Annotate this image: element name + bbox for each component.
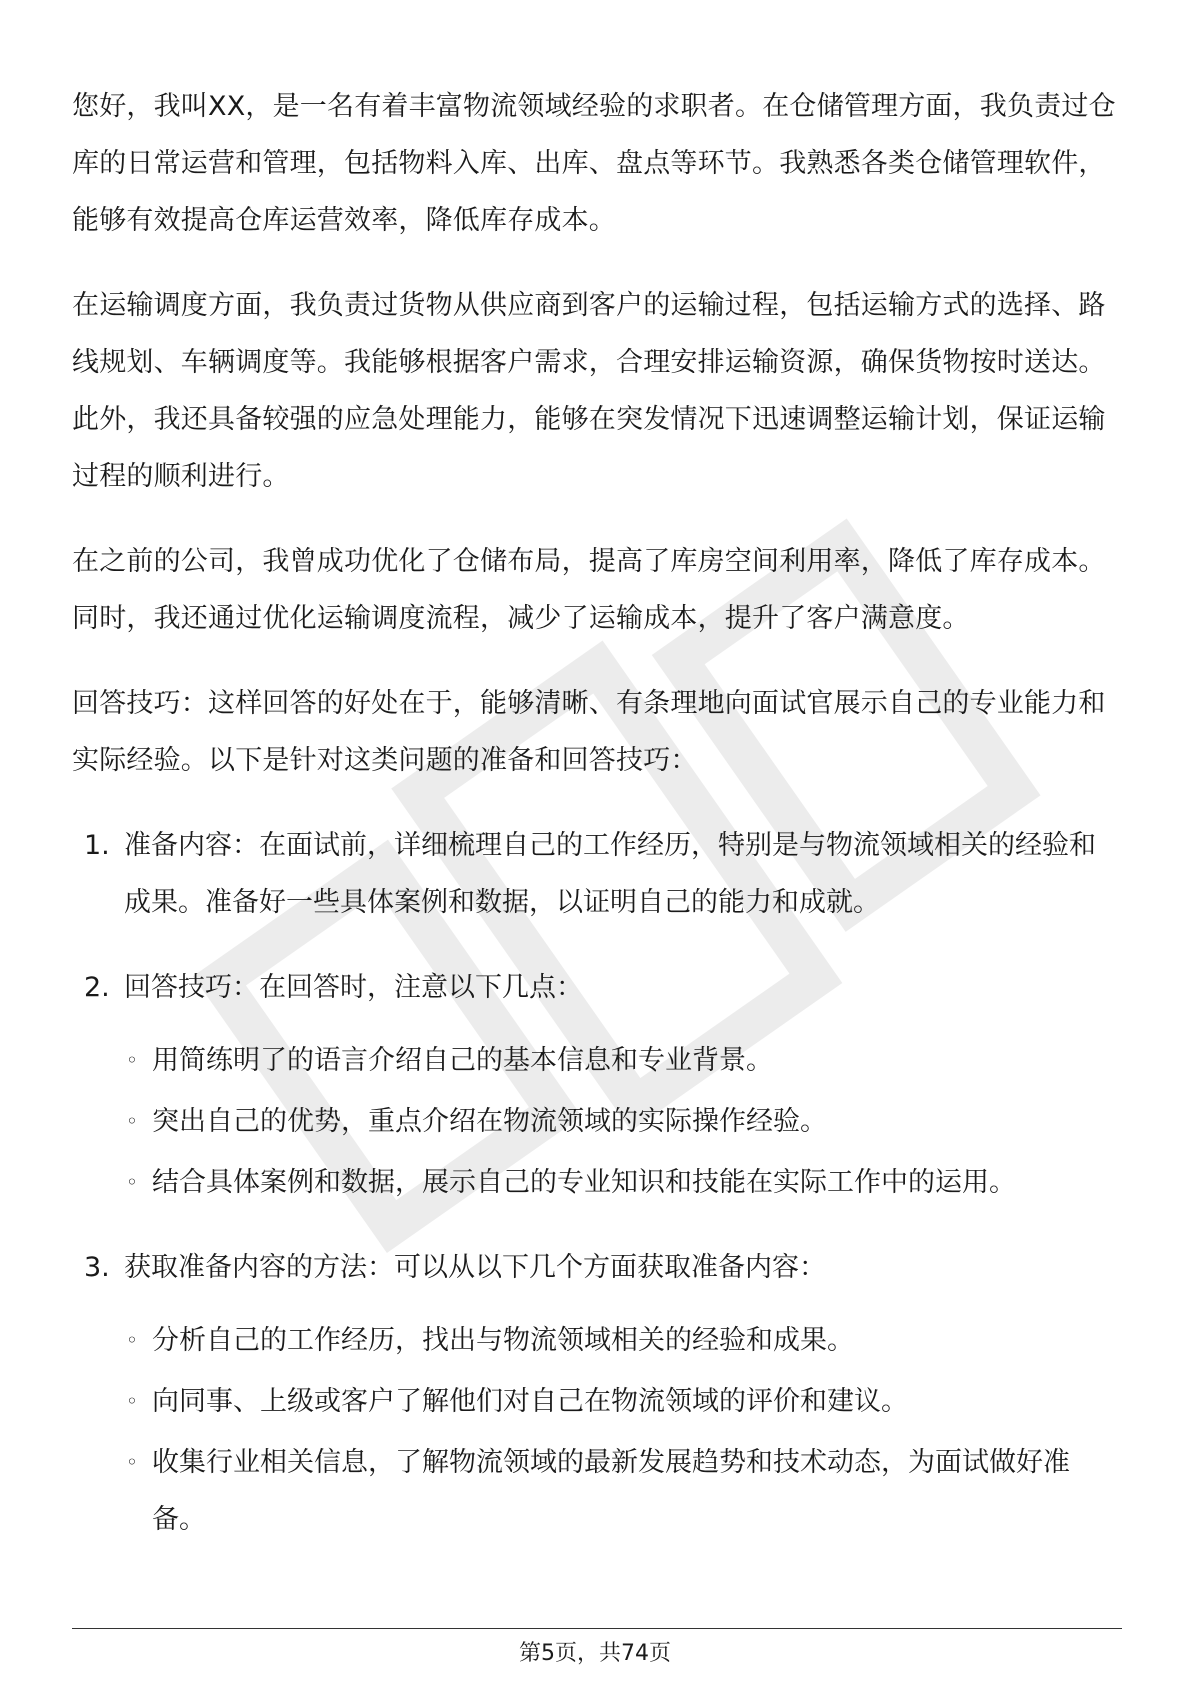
sub-list-item-text: 用简练明了的语言介绍自己的基本信息和专业背景。 xyxy=(152,1045,773,1076)
list-item-text: 回答技巧：在回答时，注意以下几点： xyxy=(124,972,583,1003)
sub-list-item xyxy=(124,1032,1122,1089)
paragraph-transport: 在运输调度方面，我负责过货物从供应商到客户的运输过程，包括运输方式的选择、路线规划、车辆调度等。我能够根据客户需求，合理安排运输资源，确保货物按时送达。此外，我还具备较强的应急处理能力，能够在突发情况下迅速调整运输计划，保证运输过程的顺利进行。 xyxy=(72,290,1106,492)
sub-list-item-text: 分析自己的工作经历，找出与物流领域相关的经验和成果。 xyxy=(152,1325,854,1356)
list-item xyxy=(72,959,1122,1211)
sub-list-item xyxy=(124,1312,1122,1369)
hollow-bullet-icon: ◦ xyxy=(126,1048,138,1072)
hollow-bullet-icon: ◦ xyxy=(126,1109,138,1133)
hollow-bullet-icon: ◦ xyxy=(126,1450,138,1474)
hollow-bullet-icon: ◦ xyxy=(126,1170,138,1194)
list-number: 2. xyxy=(84,972,110,1003)
list-number: 1. xyxy=(84,830,110,861)
paragraph-tips: 回答技巧：这样回答的好处在于，能够清晰、有条理地向面试官展示自己的专业能力和实际经验。以下是针对这类问题的准备和回答技巧： xyxy=(72,688,1106,776)
sub-list-item xyxy=(124,1154,1122,1211)
sub-list-item xyxy=(124,1093,1122,1150)
document-body xyxy=(72,78,1122,1576)
tips-list xyxy=(72,817,1122,1548)
sub-list xyxy=(124,1312,1122,1548)
hollow-bullet-icon: ◦ xyxy=(126,1328,138,1352)
sub-list-item xyxy=(124,1373,1122,1430)
hollow-bullet-icon: ◦ xyxy=(126,1389,138,1413)
sub-list-item-text: 结合具体案例和数据，展示自己的专业知识和技能在实际工作中的运用。 xyxy=(152,1167,1016,1198)
sub-list-item-text: 向同事、上级或客户了解他们对自己在物流领域的评价和建议。 xyxy=(152,1386,908,1417)
sub-list-item-text: 突出自己的优势，重点介绍在物流领域的实际操作经验。 xyxy=(152,1106,827,1137)
paragraph-achievements: 在之前的公司，我曾成功优化了仓储布局，提高了库房空间利用率，降低了库存成本。同时，我还通过优化运输调度流程，减少了运输成本，提升了客户满意度。 xyxy=(72,546,1106,634)
page-number: 第5页，共74页 xyxy=(519,1641,671,1666)
list-item-text: 准备内容：在面试前，详细梳理自己的工作经历，特别是与物流领域相关的经验和成果。准备好一些具体案例和数据，以证明自己的能力和成就。 xyxy=(124,830,1096,918)
sub-list-item xyxy=(124,1434,1122,1548)
footer-divider xyxy=(72,1628,1122,1629)
list-item-text: 获取准备内容的方法：可以从以下几个方面获取准备内容： xyxy=(124,1252,826,1283)
sub-list-item-text: 收集行业相关信息，了解物流领域的最新发展趋势和技术动态，为面试做好准备。 xyxy=(152,1447,1070,1535)
sub-list xyxy=(124,1032,1122,1211)
list-number: 3. xyxy=(84,1252,110,1283)
list-item xyxy=(72,817,1122,931)
paragraph-intro: 您好，我叫XX，是一名有着丰富物流领域经验的求职者。在仓储管理方面，我负责过仓库的日常运营和管理，包括物料入库、出库、盘点等环节。我熟悉各类仓储管理软件，能够有效提高仓库运营效率，降低库存成本。 xyxy=(72,91,1116,236)
list-item xyxy=(72,1239,1122,1548)
